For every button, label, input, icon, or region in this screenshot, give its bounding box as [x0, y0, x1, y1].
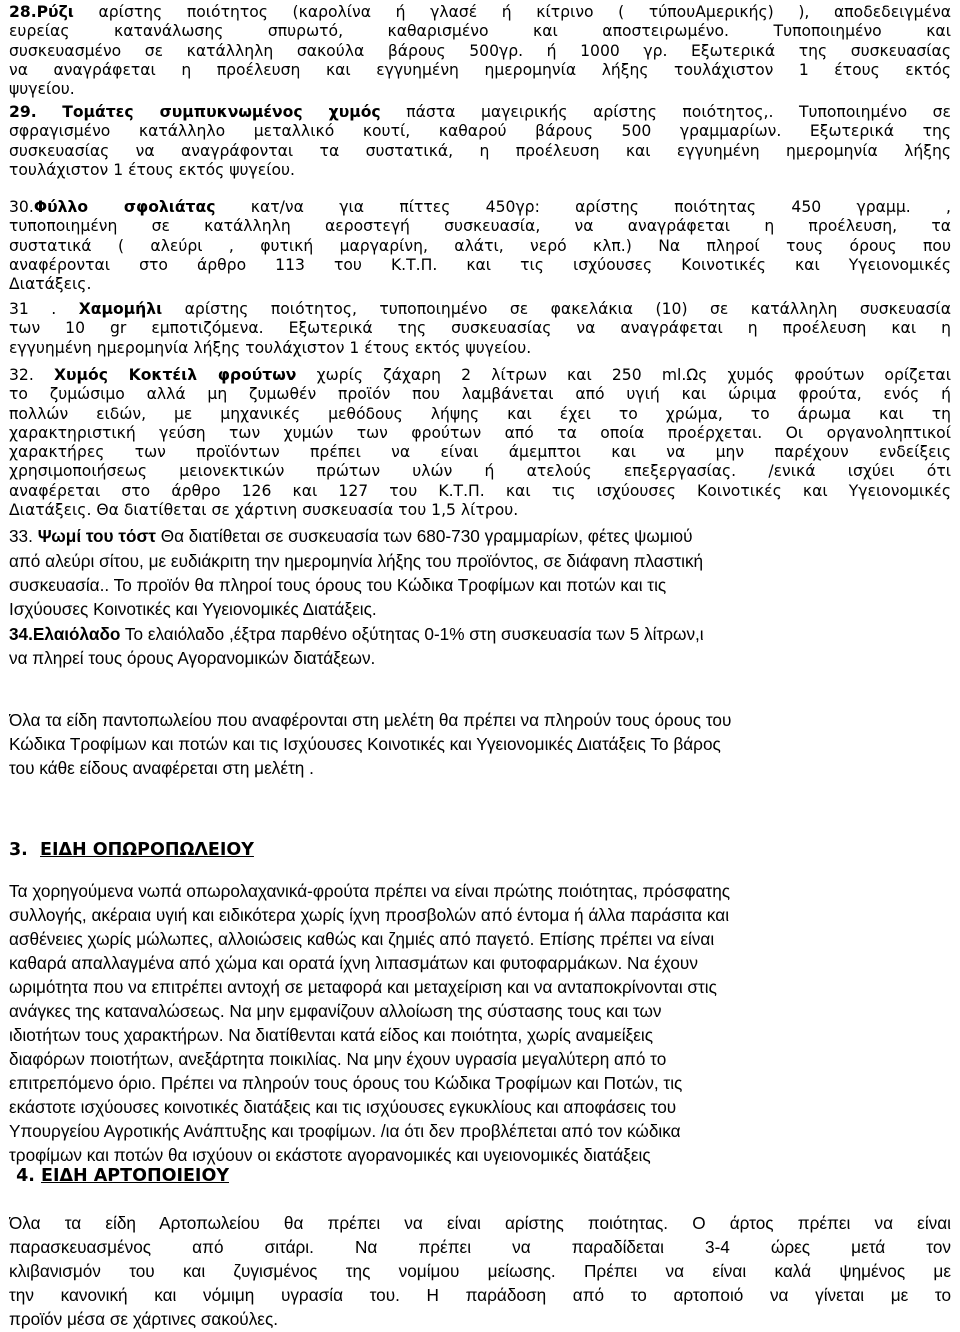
- item-30-line-5: Διατάξεις.: [9, 275, 92, 294]
- section-3-line-1: Τα χορηγούμενα νωπά οπωρολαχανικά-φρούτα πρέπει να είναι πρώτης ποιότητας, πρόσφατης: [9, 881, 731, 901]
- item-32-line-2: το ζυμώσιμο αλλά μη ζυμωθέν προϊόν που λαμβάνεται από υγιή και ώριμα φρούτα, ενός ή: [9, 385, 951, 404]
- item-30-number: 30.: [9, 198, 34, 216]
- item-32-line-7: αναφέρεται στο άρθρο 126 και 127 του Κ.Τ.Π. και τις ισχύουσες Κοινοτικές και Υγειονομικές: [9, 481, 951, 500]
- item-32-text: χωρίς ζάχαρη 2 λίτρων και 250 ml.Ως χυμός φρούτων ορίζεται: [296, 366, 951, 384]
- item-28-name: Ρύζι: [36, 3, 74, 21]
- item-32-line-4: χαρακτηριστική γεύση των χυμών των φρούτων από τα οποία προέρχεται. Οι οργανοληπτικοί: [9, 423, 951, 442]
- item-28-text: αρίστης ποιότητος (καρολίνα ή γλασέ ή κίτρινο ( τύπουΑμερικής) ), αποδεδειγμένα: [73, 3, 951, 21]
- section-3-line-10: εκάστοτε ισχύουσες κοινοτικές διατάξεις και τις ισχύουσες εγκυκλίους και αποφάσεις του: [9, 1097, 677, 1117]
- section-4-title: ΕΙΔΗ ΑΡΤΟΠΟΙΕΙΟΥ: [41, 1166, 229, 1186]
- item-31-text: αρίστης ποιότητος, τυποποιημένο σε φακελάκια (10) σε κατάλληλη συσκευασία: [162, 300, 951, 318]
- item-32: [9, 366, 951, 520]
- general-paragraph: [9, 708, 951, 780]
- section-3-body: [9, 879, 951, 1167]
- section-4-line-4: την κανονική και νόμιμη υγρασία του. Η παράδοση από το αρτοποιό να γίνεται με το: [9, 1285, 951, 1305]
- item-34-line-1: [9, 622, 951, 646]
- item-31-line-1: [9, 300, 951, 319]
- item-31-line-2: των 10 gr εμποτιζόμενα. Εξωτερικά της συσκευασίας να αναγράφεται η προέλευση και η: [9, 319, 951, 338]
- section-4-number: 4.: [16, 1166, 35, 1186]
- item-34-number: 34.: [9, 624, 33, 644]
- section-3-line-11: Υπουργείου Αγροτικής Ανάπτυξης και τροφίμων. /ια ότι δεν προβλέπεται από τον κώδικα: [9, 1121, 681, 1141]
- item-28-line-3: συσκευασμένο σε κατάλληλη σακούλα βάρους 500γρ. ή 1000 γρ. Εξωτερικά της συσκευασίας: [9, 41, 951, 60]
- item-34-line-2: να πληρεί τους όρους Αγορανομικών διατάξεων.: [9, 648, 376, 668]
- item-32-line-3: πολλών ειδών, με μηχανικές μεθόδους λήψης και έχει το χρώμα, το άρωμα και τη: [9, 404, 951, 423]
- item-31-line-3: εγγυημένη ημερομηνία λήξης τουλάχιστον 1 έτους εκτός ψυγείου.: [9, 338, 532, 357]
- item-34-name: Ελαιόλαδο: [32, 624, 121, 644]
- section-3-line-12: τροφίμων και ποτών θα ισχύουν οι εκάστοτε αγορανομικές και υγειονομικές διατάξεις: [9, 1145, 651, 1165]
- general-line-1: Όλα τα είδη παντοπωλείου που αναφέρονται στη μελέτη θα πρέπει να πληρούν τους όρους του: [9, 710, 732, 730]
- item-33-line-2: από αλεύρι σίτου, με ευδιάκριτη την ημερομηνία λήξης του προϊόντος, σε διάφανη πλαστική: [9, 551, 704, 571]
- item-29-text: πάστα μαγειρικής αρίστης ποιότητος,. Τυποποιημένο σε: [380, 103, 951, 121]
- item-28-number: 28.: [9, 3, 37, 21]
- item-30-line-3: συστατικά ( αλεύρι , φυτική μαργαρίνη, αλάτι, νερό κλπ.) Να πληροί τους όρους που: [9, 236, 951, 255]
- item-34: [9, 622, 951, 670]
- item-28-line-1: [9, 3, 951, 22]
- item-30-line-1: [9, 198, 951, 217]
- item-30-text: κατ/να για πίττες 450γρ: αρίστης ποιότητας 450 γραμμ. ,: [215, 198, 951, 216]
- section-3-heading: [9, 840, 951, 860]
- section-3-line-7: ιδιοτήτων τους χαρακτήρων. Να διατίθενται κατά είδος και ποιότητα, χωρίς αναμείξεις: [9, 1025, 653, 1045]
- item-34-text: Το ελαιόλαδο ,έξτρα παρθένο οξύτητας 0-1% στη συσκευασία των 5 λίτρων,ι: [120, 624, 704, 644]
- item-33-name: Ψωμί του τόστ: [37, 526, 156, 546]
- item-28-line-2: ευρείας κατανάλωσης σπυρωτό, καθαρισμένο και αποστειρωμένο. Τυποποιημένο και: [9, 22, 951, 41]
- item-29: [9, 103, 951, 180]
- section-3-line-8: διαφόρων ποιοτήτων, ανεξάρτητα ποικιλίας. Να μην έχουν υγρασία μεγαλύτερη από το: [9, 1049, 667, 1069]
- item-29-number: 29.: [9, 103, 37, 121]
- item-28-line-4: να αναγράφεται η προέλευση και εγγυημένη ημερομηνία λήξης τουλάχιστον 1 έτους εκτός: [9, 60, 951, 79]
- section-4-line-5: προϊόν μέσα σε χάρτινες σακούλες.: [9, 1309, 279, 1329]
- item-30: [9, 198, 951, 294]
- item-31-number: 31 .: [9, 300, 57, 318]
- item-33-line-3: συσκευασία.. Το προϊόν θα πληροί τους όρους του Κώδικα Τροφίμων και ποτών και τις: [9, 575, 667, 595]
- section-4-line-1: Όλα τα είδη Αρτοπωλείου θα πρέπει να είναι αρίστης ποιότητας. Ο άρτος πρέπει να είναι: [9, 1213, 951, 1233]
- item-30-name: Φύλλο σφολιάτας: [33, 198, 216, 216]
- section-4-body: [9, 1211, 951, 1331]
- item-28-line-5: ψυγείου.: [9, 80, 75, 99]
- item-31: [9, 300, 951, 358]
- item-33-line-4: Ισχύουσες Κοινοτικές και Υγειονομικές Διατάξεις.: [9, 599, 377, 619]
- section-4-line-2: παρασκευασμένος από σιτάρι. Να πρέπει να παραδίδεται 3-4 ώρες μετά τον: [9, 1237, 951, 1257]
- item-29-line-2: σφραγισμένο κατάλληλο μεταλλικό κουτί, καθαρού βάρους 500 γραμμαρίων. Εξωτερικά της: [9, 122, 951, 141]
- section-3-number: 3.: [9, 840, 28, 860]
- item-32-line-8: Διατάξεις. Θα διατίθεται σε χάρτινη συσκευασία του 1,5 λίτρου.: [9, 501, 519, 520]
- item-33-number: 33.: [9, 526, 33, 546]
- item-33-line-1: [9, 524, 951, 549]
- item-32-line-6: χρησιμοποιήσεως μειονεκτικών πρώτων υλών ή ατελούς επεξεργασίας. /ενικά ισχύει ότι: [9, 462, 951, 481]
- item-31-name: Χαμομήλι: [78, 300, 163, 318]
- item-33: [9, 524, 951, 621]
- section-3-line-5: ωριμότητα που να επιτρέπει αντοχή σε μεταφορά και μεταχείριση και να ανταποκρίνονται στις: [9, 977, 717, 997]
- section-4-line-3: κλιβανισμόν του και ζυγισμένος της νομίμου μείωσης. Πρέπει να είναι καλά ψημένος με: [9, 1261, 951, 1281]
- item-32-line-5: χαρακτήρες των προϊόντων πρέπει να είναι άμεμπτοι και να μην παρέχουν ενδείξεις: [9, 443, 951, 462]
- item-29-line-3: συσκευασίας να αναγράφονται τα συστατικά, η προέλευση και εγγυημένη ημερομηνία λήξης: [9, 141, 951, 160]
- general-line-2: Κώδικα Τροφίμων και ποτών και τις Ισχύουσες Κοινοτικές και Υγειονομικές Διατάξεις Το βάρος: [9, 734, 721, 754]
- item-29-name: Τομάτες συμπυκνωμένος χυμός: [62, 103, 381, 121]
- item-28: [9, 3, 951, 99]
- section-3-line-4: καθαρά απαλλαγμένα από χώμα και ορατά ίχνη λιπασμάτων και φυτοφαρμάκων. Να έχουν: [9, 953, 698, 973]
- section-3-title: ΕΙΔΗ ΟΠΩΡΟΠΩΛΕΙΟΥ: [40, 840, 254, 860]
- item-30-line-2: τυποποιημένη σε κατάλληλη αεροστεγή συσκευασία, να αναγράφεται η προέλευση, τα: [9, 217, 951, 236]
- item-32-line-1: [9, 366, 951, 385]
- section-3-line-3: ασθένειες χωρίς μώλωπες, αλλοιώσεις καθώς και ζημιές από παγετό. Επίσης πρέπει να είναι: [9, 929, 715, 949]
- item-30-line-4: αναφέρονται στο άρθρο 113 του Κ.Τ.Π. και τις ισχύουσες Κοινοτικές και Υγειονομικές: [9, 255, 951, 274]
- section-3-line-9: επιτρεπόμενο όριο. Πρέπει να πληρούν τους όρους του Κώδικα Τροφίμων και Ποτών, τις: [9, 1073, 683, 1093]
- item-29-line-4: τουλάχιστον 1 έτους εκτός ψυγείου.: [9, 160, 296, 179]
- item-33-text: Θα διατίθεται σε συσκευασία των 680-730 γραμμαρίων, φέτες ψωμιού: [155, 526, 693, 546]
- section-3-line-2: συλλογής, ακέραια υγιή και ειδικότερα χωρίς ίχνη προσβολών από έντομα ή άλλα παράσιτα και: [9, 905, 730, 925]
- item-32-name: Χυμός Κοκτέιλ φρούτων: [53, 366, 297, 384]
- item-32-number: 32.: [9, 366, 34, 384]
- general-line-3: του κάθε είδους αναφέρεται στη μελέτη .: [9, 758, 314, 778]
- item-29-line-1: [9, 103, 951, 122]
- section-4-heading: [10, 1166, 952, 1186]
- section-3-line-6: ανάγκες της καταναλώσεως. Να μην εμφανίζουν αλλοίωση της σύστασης τους και των: [9, 1001, 662, 1021]
